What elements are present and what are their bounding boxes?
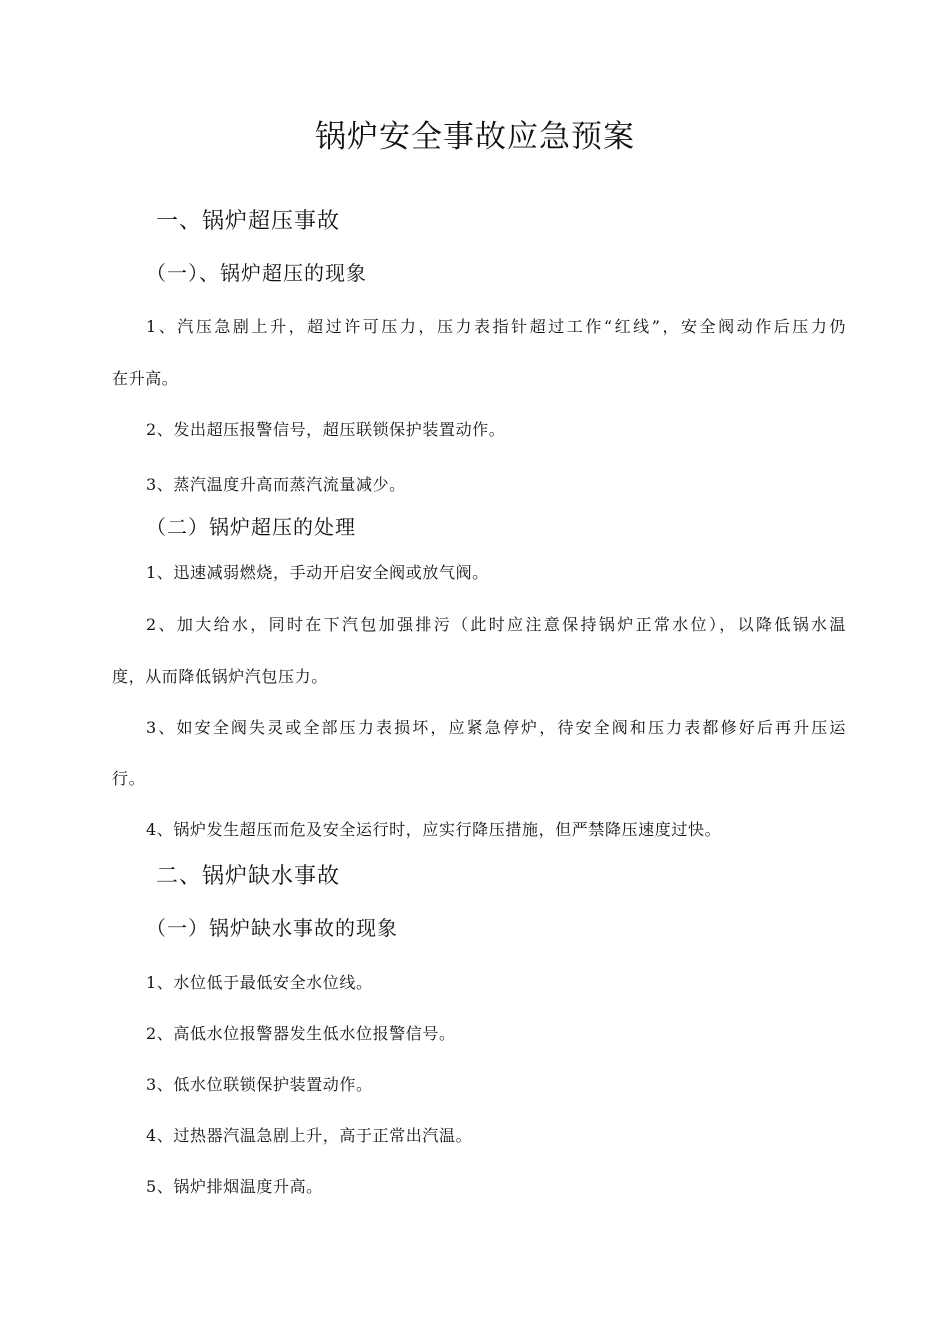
paragraph-line: 2、加大给水，同时在下汽包加强排污（此时应注意保持锅炉正常水位），以降低锅水温 bbox=[146, 615, 846, 634]
list-item: 4、锅炉发生超压而危及安全运行时，应实行降压措施，但严禁降压速度过快。 bbox=[146, 820, 722, 839]
paragraph-line: 3、如安全阀失灵或全部压力表损坏，应紧急停炉，待安全阀和压力表都修好后再升压运 bbox=[146, 718, 846, 737]
section-heading-overpressure: 一、锅炉超压事故 bbox=[156, 209, 341, 234]
paragraph-line: 行。 bbox=[112, 769, 146, 788]
subsection-heading-water-shortage-symptoms: （一）锅炉缺水事故的现象 bbox=[146, 916, 398, 940]
list-item: 3、蒸汽温度升高而蒸汽流量减少。 bbox=[146, 475, 406, 494]
list-item: 5、锅炉排烟温度升高。 bbox=[146, 1177, 323, 1196]
paragraph-line: 在升高。 bbox=[112, 369, 179, 388]
list-item: 1、水位低于最低安全水位线。 bbox=[146, 973, 373, 992]
list-item: 1、迅速减弱燃烧，手动开启安全阀或放气阀。 bbox=[146, 563, 489, 582]
subsection-heading-overpressure-handling: （二）锅炉超压的处理 bbox=[146, 515, 356, 539]
document-title: 锅炉安全事故应急预案 bbox=[315, 119, 635, 155]
paragraph-line: 1、汽压急剧上升，超过许可压力，压力表指针超过工作“红线”，安全阀动作后压力仍 bbox=[146, 317, 846, 336]
paragraph-line: 度，从而降低锅炉汽包压力。 bbox=[112, 667, 328, 686]
section-heading-water-shortage: 二、锅炉缺水事故 bbox=[156, 864, 341, 889]
list-item: 2、高低水位报警器发生低水位报警信号。 bbox=[146, 1024, 456, 1043]
subsection-heading-overpressure-symptoms: （一）、锅炉超压的现象 bbox=[146, 261, 367, 285]
list-item: 3、低水位联锁保护装置动作。 bbox=[146, 1075, 373, 1094]
list-item: 4、过热器汽温急剧上升，高于正常出汽温。 bbox=[146, 1126, 473, 1145]
list-item: 2、发出超压报警信号，超压联锁保护装置动作。 bbox=[146, 420, 506, 439]
